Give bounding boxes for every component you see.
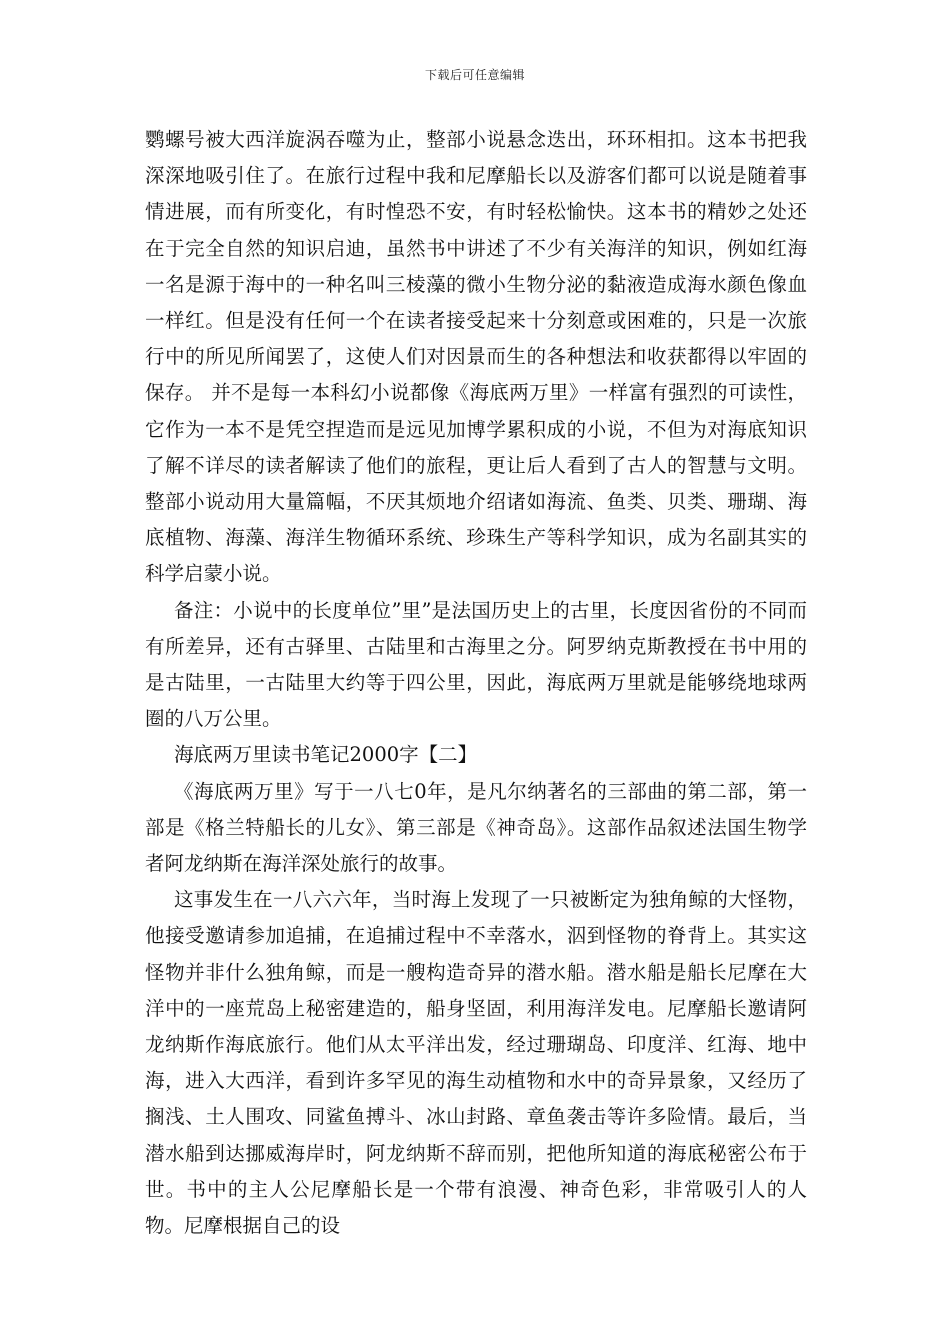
section-heading: 海底两万里读书笔记2000字【二】 <box>174 743 478 767</box>
paragraph: 备注：小说中的长度单位”里”是法国历史上的古里，长度因省份的不同而有所差异，还有古驿里、古陆里和古海里之分。阿罗纳克斯教授在书中用的是古陆里，一古陆里大约等于四公里，因此，海底两万里就是能够绕地球两圈的八万公里。 <box>145 598 807 731</box>
document-body <box>145 122 807 1244</box>
paragraph: 这事发生在一八六六年，当时海上发现了一只被断定为独角鲸的大怪物，他接受邀请参加追捕，在追捕过程中不幸落水，泅到怪物的脊背上。其实这怪物并非什么独角鲸，而是一艘构造奇异的潜水船。潜水船是船长尼摩在大洋中的一座荒岛上秘密建造的，船身坚固，利用海洋发电。尼摩船长邀请阿龙纳斯作海底旅行。他们从太平洋出发，经过珊瑚岛、印度洋、红海、地中海，进入大西洋，看到许多罕见的海生动植物和水中的奇异景象，又经历了搁浅、土人围攻、同鲨鱼搏斗、冰山封路、章鱼袭击等许多险情。最后，当潜水船到达挪威海岸时，阿龙纳斯不辞而别，把他所知道的海底秘密公布于世。书中的主人公尼摩船长是一个带有浪漫、神奇色彩，非常吸引人的人物。尼摩根据自己的设 <box>145 888 807 1238</box>
paragraph: 《海底两万里》写于一八七0年，是凡尔纳著名的三部曲的第二部，第一部是《格兰特船长的儿女》、第三部是《神奇岛》。这部作品叙述法国生物学者阿龙纳斯在海洋深处旅行的故事。 <box>145 779 807 876</box>
page-header: 下载后可任意编辑 <box>424 68 525 82</box>
paragraph: 鹦螺号被大西洋旋涡吞噬为止，整部小说悬念迭出，环环相扣。这本书把我深深地吸引住了。在旅行过程中我和尼摩船长以及游客们都可以说是随着事情进展，而有所变化，有时惶恐不安，有时轻松愉快。这本书的精妙之处还在于完全自然的知识启迪，虽然书中讲述了不少有关海洋的知识，例如红海一名是源于海中的一种名叫三棱藻的微小生物分泌的黏液造成海水颜色像血一样红。但是没有任何一个在读者接受起来十分刻意或困难的，只是一次旅行中的所见所闻罢了，这使人们对因景而生的各种想法和收获都得以牢固的保存。 并不是每一本科幻小说都像《海底两万里》一样富有强烈的可读性，它作为一本不是凭空捏造而是远见加博学累积成的小说，不但为对海底知识了解不详尽的读者解读了他们的旅程，更让后人看到了古人的智慧与文明。整部小说动用大量篇幅，不厌其烦地介绍诸如海流、鱼类、贝类、珊瑚、海底植物、海藻、海洋生物循环系统、珍珠生产等科学知识，成为名副其实的科学启蒙小说。 <box>145 128 807 586</box>
